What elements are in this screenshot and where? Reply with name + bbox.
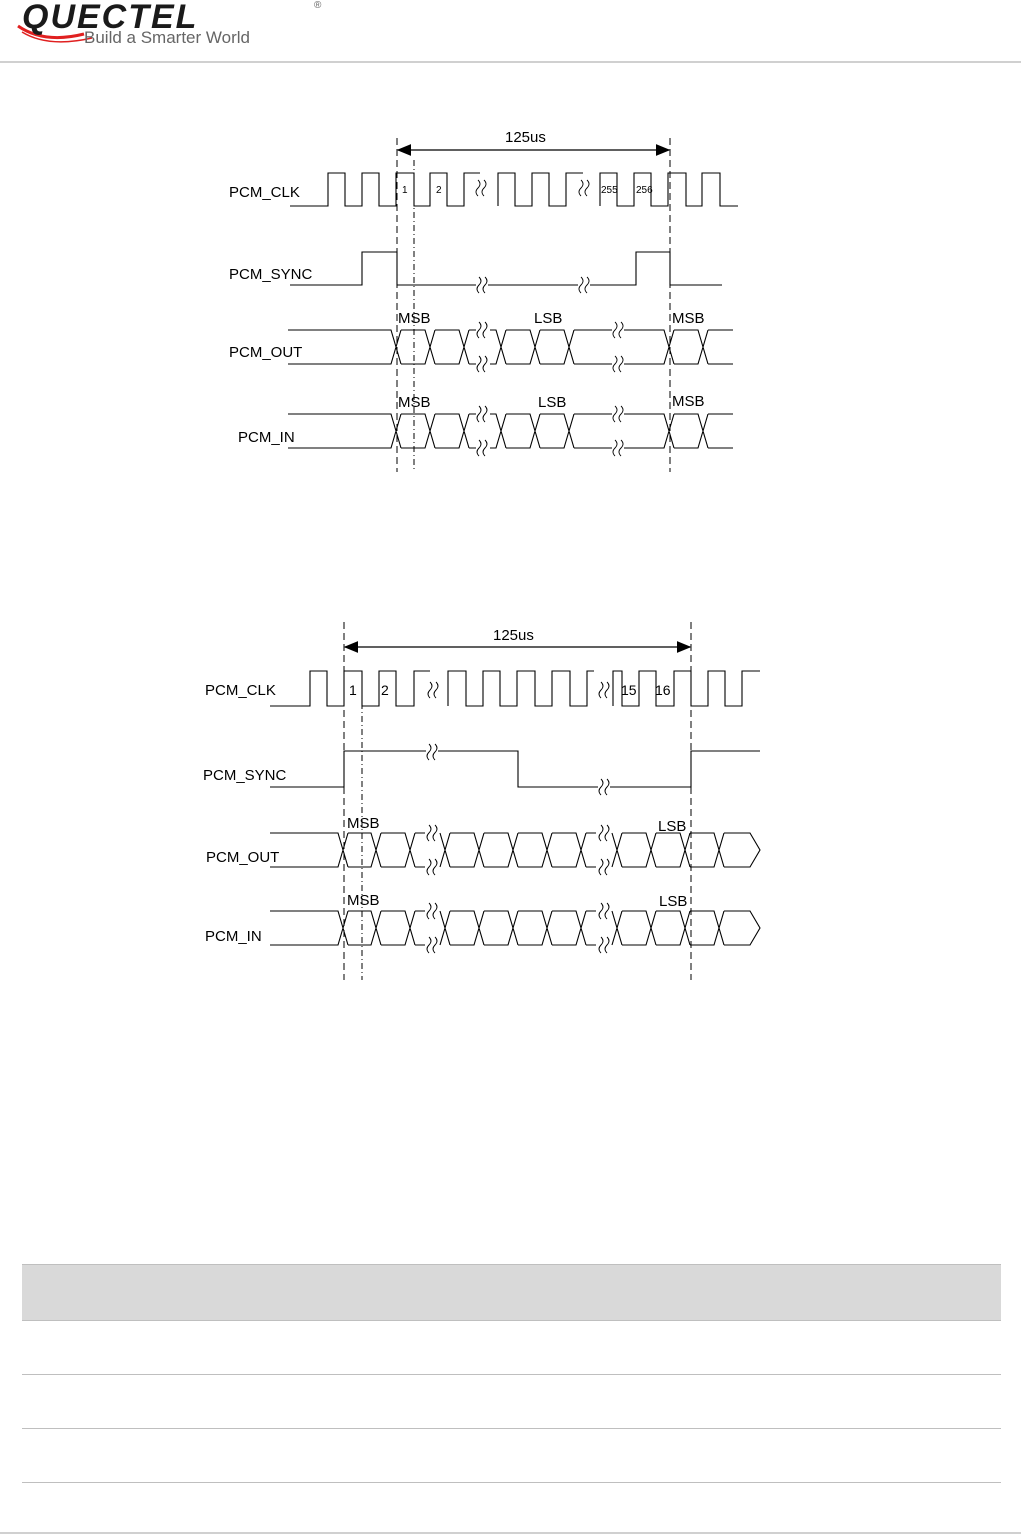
signal-label-pcm-clk: PCM_CLK — [229, 184, 300, 201]
pcm-timing-diagram-short-sync — [0, 120, 1021, 480]
in-lsb-label: LSB — [659, 893, 688, 910]
in-msb-next-label: MSB — [672, 393, 705, 410]
clk-break-2-icon — [599, 682, 609, 698]
signal-label-pcm-sync: PCM_SYNC — [229, 266, 313, 283]
out-lsb-label: LSB — [658, 818, 687, 835]
table-row — [22, 1321, 1001, 1375]
timing-diagram-a-svg — [0, 120, 1021, 480]
out-msb-label: MSB — [398, 310, 431, 327]
logo-registered-mark: ® — [314, 0, 322, 11]
pcm-clk-waveform — [290, 173, 738, 206]
clk-number-15: 15 — [621, 682, 637, 698]
out-msb-label: MSB — [347, 815, 380, 832]
footer-divider — [0, 1532, 1021, 1534]
clk-number-1: 1 — [349, 682, 357, 698]
signal-label-pcm-out: PCM_OUT — [206, 849, 280, 866]
header-divider — [0, 61, 1021, 63]
page-header — [0, 0, 1021, 62]
out-msb-next-label: MSB — [672, 310, 705, 327]
logo-text: QUECTEL — [22, 0, 199, 36]
pcm-out-waveform — [288, 322, 733, 372]
sync-break-1-icon — [477, 277, 487, 293]
clk-number-255: 255 — [601, 185, 618, 196]
pcm-in-waveform — [288, 406, 733, 456]
pcm-sync-waveform — [290, 252, 722, 285]
period-label: 125us — [505, 129, 546, 146]
table-row — [22, 1375, 1001, 1429]
signal-label-pcm-clk: PCM_CLK — [205, 682, 276, 699]
logo-tagline: Build a Smarter World — [84, 28, 250, 47]
table-row — [22, 1429, 1001, 1483]
table-header-row — [22, 1264, 1001, 1321]
sync-break-1-icon — [427, 744, 437, 760]
sync-break-2-icon — [599, 779, 609, 795]
signal-label-pcm-sync: PCM_SYNC — [203, 767, 287, 784]
clk-number-256: 256 — [636, 185, 653, 196]
clk-number-1: 1 — [402, 185, 408, 196]
in-msb-label: MSB — [398, 394, 431, 411]
clk-number-16: 16 — [655, 682, 671, 698]
in-lsb-label: LSB — [538, 394, 567, 411]
out-lsb-label: LSB — [534, 310, 563, 327]
signal-label-pcm-in: PCM_IN — [205, 928, 262, 945]
clk-number-2: 2 — [436, 185, 442, 196]
clk-break-1-icon — [476, 180, 486, 196]
signal-label-pcm-in: PCM_IN — [238, 429, 295, 446]
in-msb-label: MSB — [347, 892, 380, 909]
clk-break-2-icon — [579, 180, 589, 196]
timing-diagram-b-svg — [0, 615, 1021, 985]
clk-number-2: 2 — [381, 682, 389, 698]
pcm-timing-diagram-long-sync — [0, 615, 1021, 985]
pcm-sync-waveform — [270, 751, 760, 787]
signal-label-pcm-out: PCM_OUT — [229, 344, 303, 361]
parameter-table — [22, 1264, 1001, 1483]
clk-break-1-icon — [428, 682, 438, 698]
sync-break-2-icon — [579, 277, 589, 293]
pcm-clk-waveform — [270, 671, 760, 706]
period-label: 125us — [493, 627, 534, 644]
